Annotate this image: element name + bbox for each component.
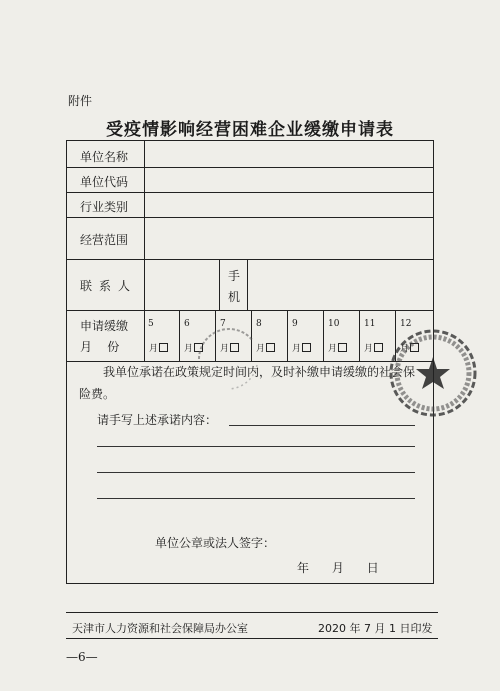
application-form-table	[66, 140, 434, 584]
defer-months-label-bottom: 月 份	[80, 340, 120, 354]
handwrite-label: 请手写上述承诺内容：	[97, 413, 218, 427]
footer-bottom-rule	[66, 638, 438, 639]
month-checkbox[interactable]: 月	[256, 341, 275, 354]
month-checkbox[interactable]: 月	[364, 341, 383, 354]
handwrite-line[interactable]	[229, 425, 415, 426]
page-number: —6—	[66, 650, 98, 664]
month-number: 8	[256, 319, 262, 329]
handwrite-line[interactable]	[97, 446, 415, 447]
month-checkbox[interactable]: 月	[149, 341, 168, 354]
month-number: 7	[220, 319, 226, 329]
month-number: 10	[328, 319, 340, 329]
official-seal-icon	[387, 327, 479, 419]
phone-label-bottom: 机	[228, 290, 241, 304]
attachment-label: 附件	[68, 94, 93, 108]
footer-top-rule	[66, 612, 438, 613]
month-number: 5	[148, 319, 154, 329]
month-number: 9	[292, 319, 298, 329]
month-number: 12	[400, 319, 412, 329]
form-title: 受疫情影响经营困难企业缓缴申请表	[106, 120, 394, 140]
issue-date: 2020 年 7 月 1 日印发	[318, 622, 433, 635]
defer-months-label-top: 申请缓缴	[80, 319, 129, 333]
phone-label-top: 手	[228, 269, 241, 283]
industry-label: 行业类别	[80, 200, 129, 214]
issuer-name: 天津市人力资源和社会保障局办公室	[72, 622, 248, 635]
seal-signature-label: 单位公章或法人签字：	[155, 536, 276, 550]
contact-label: 联系人	[80, 279, 138, 293]
month-number: 6	[184, 319, 190, 329]
month-checkbox[interactable]: 月	[328, 341, 347, 354]
month-checkbox[interactable]: 月	[220, 341, 239, 354]
handwrite-line[interactable]	[97, 472, 415, 473]
commitment-text: 我单位承诺在政策规定时间内，及时补缴申请缓缴的社会保险费。	[79, 365, 416, 401]
month-checkbox[interactable]: 月	[400, 341, 419, 354]
unit-name-label: 单位名称	[80, 150, 129, 164]
month-number: 11	[364, 319, 376, 329]
month-checkbox[interactable]: 月	[292, 341, 311, 354]
unit-code-label: 单位代码	[80, 175, 129, 189]
handwrite-line[interactable]	[97, 498, 415, 499]
business-scope-label: 经营范围	[80, 233, 129, 247]
date-label: 年 月 日	[297, 561, 379, 575]
faint-stamp-icon	[189, 319, 269, 399]
month-checkbox[interactable]: 月	[184, 341, 203, 354]
